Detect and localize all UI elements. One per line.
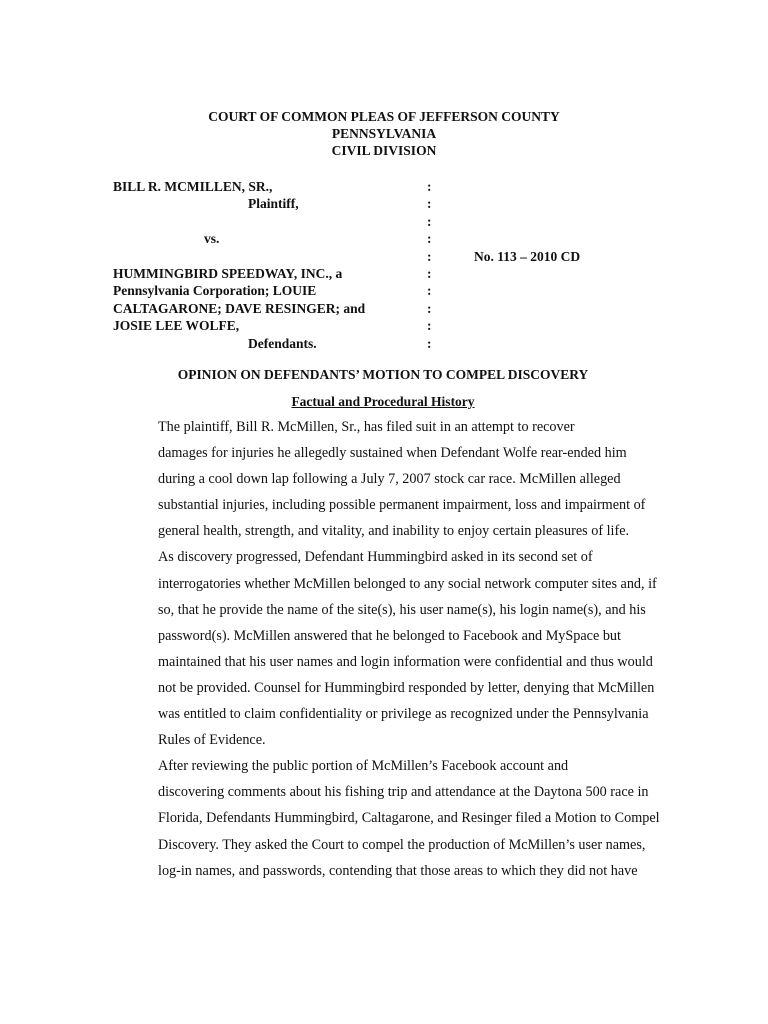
text-line: damages for injuries he allegedly sustained when Defendant Wolfe rear-ended him: [158, 445, 627, 462]
text-line: maintained that his user names and login information were confidential and thus would: [158, 653, 653, 670]
caption-spacer: [113, 248, 413, 265]
text-line: discovering comments about his fishing trip and attendance at the Daytona 500 race in: [158, 784, 649, 801]
caption-colon: :: [427, 265, 432, 281]
caption-colon: :: [427, 231, 432, 247]
court-name: COURT OF COMMON PLEAS OF JEFFERSON COUNTY: [208, 109, 560, 124]
defendants-line: Pennsylvania Corporation; LOUIE: [113, 283, 317, 299]
caption-colon: :: [427, 335, 432, 351]
text-line: After reviewing the public portion of McMillen’s Facebook account and: [158, 758, 569, 775]
defendants-line: HUMMINGBIRD SPEEDWAY, INC., a: [113, 266, 343, 281]
text-line: not be provided. Counsel for Hummingbird responded by letter, denying that McMillen: [158, 679, 655, 696]
caption-colon: :: [427, 196, 432, 212]
text-line: during a cool down lap following a July 7, 2007 stock car race. McMillen alleged: [158, 471, 621, 488]
caption-colon-column: [427, 178, 432, 352]
defendants-line: JOSIE LEE WOLFE,: [113, 318, 240, 334]
caption-parties: [113, 178, 413, 352]
text-line: substantial injuries, including possible permanent impairment, loss and impairment of: [158, 497, 646, 514]
plaintiff-name: BILL R. MCMILLEN, SR.,: [113, 179, 273, 194]
text-line: The plaintiff, Bill R. McMillen, Sr., has filed suit in an attempt to recover: [158, 419, 575, 435]
caption-spacer: [113, 213, 413, 230]
paragraph: [113, 753, 660, 883]
versus-label: vs.: [204, 231, 220, 247]
caption-colon: :: [427, 300, 432, 316]
text-line: so, that he provide the name of the site(s), his user name(s), his login name(s), and his: [158, 601, 646, 618]
paragraph: [113, 544, 657, 753]
text-line: interrogatories whether McMillen belonged to any social network computer sites and, if: [158, 575, 657, 592]
text-line: password(s). McMillen answered that he belonged to Facebook and MySpace but: [158, 627, 621, 644]
caption-colon: :: [427, 318, 432, 334]
court-state: PENNSYLVANIA: [331, 126, 437, 141]
section-heading: Factual and Procedural History: [291, 394, 475, 409]
plaintiff-role: Plaintiff,: [248, 196, 299, 212]
caption-colon: :: [427, 248, 432, 264]
text-line: As discovery progressed, Defendant Hummingbird asked in its second set of: [158, 549, 593, 566]
text-line: log-in names, and passwords, contending that those areas to which they did not have: [158, 862, 638, 879]
caption-colon: :: [427, 179, 432, 194]
caption-colon: :: [427, 283, 432, 299]
text-line: Rules of Evidence.: [158, 732, 266, 749]
text-line: Florida, Defendants Hummingbird, Caltagarone, and Resinger filed a Motion to Compel: [158, 810, 660, 827]
court-header: [0, 108, 768, 159]
text-line: Discovery. They asked the Court to compel the production of McMillen’s user names,: [158, 836, 646, 853]
caption-colon: :: [427, 213, 432, 229]
text-line: general health, strength, and vitality, and inability to enjoy certain pleasures of life.: [158, 523, 630, 540]
opinion-body: [113, 414, 660, 884]
defendants-line: CALTAGARONE; DAVE RESINGER; and: [113, 300, 366, 316]
opinion-title: OPINION ON DEFENDANTS’ MOTION TO COMPEL DISCOVERY: [177, 367, 589, 382]
text-line: was entitled to claim confidentiality or privilege as recognized under the Pennsylvania: [158, 706, 649, 723]
defendants-role: Defendants.: [248, 335, 317, 351]
case-number: No. 113 – 2010 CD: [474, 248, 581, 264]
paragraph: [113, 414, 653, 544]
court-division: CIVIL DIVISION: [331, 143, 437, 158]
